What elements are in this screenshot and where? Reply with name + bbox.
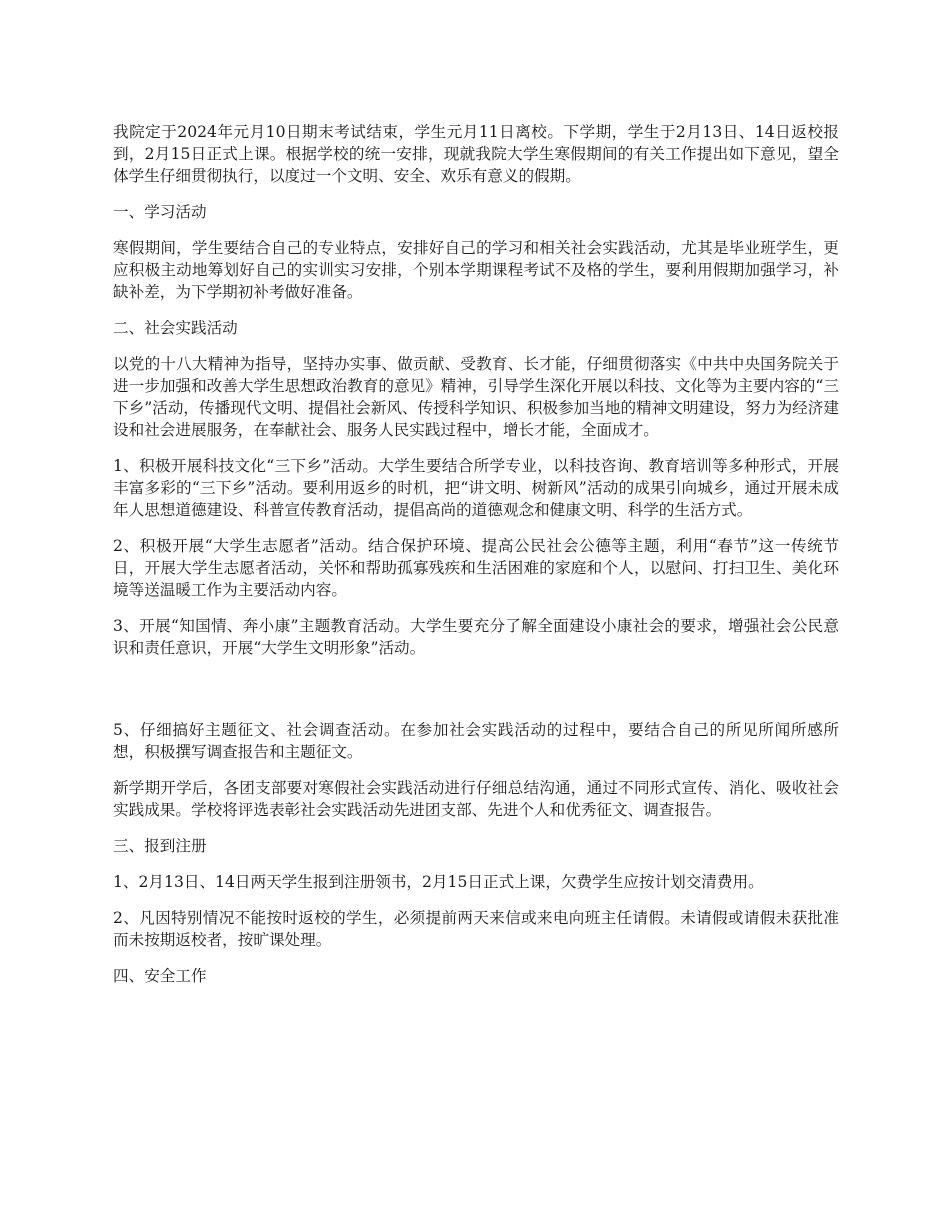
intro-paragraph: 我院定于2024年元月10日期末考试结束，学生元月11日离校。下学期，学生于2月13日、14日返校报到，2月15日正式上课。根据学校的统一安排，现就我院大学生寒假期间的有关工作提出如下意见，望全体学生仔细贯彻执行，以度过一个文明、安全、欢乐有意义的假期。 [113, 123, 839, 185]
practice-item-2: 2、积极开展“大学生志愿者”活动。结合保护环境、提高公民社会公德等主题，利用“春节”这一传统节日，开展大学生志愿者活动，关怀和帮助孤寡残疾和生活困难的家庭和个人，以慰问、打扫卫生、美化环境等送温暖工作为主要活动内容。 [113, 537, 839, 599]
section-heading-registration: 三、报到注册 [113, 837, 207, 855]
practice-paragraph: 以党的十八大精神为指导，坚持办实事、做贡献、受教育、长才能，仔细贯彻落实《中共中央国务院关于进一步加强和改善大学生思想政治教育的意见》精神，引导学生深化开展以科技、文化等为主要内容的“三下乡”活动，传播现代文明、提倡社会新风、传授科学知识、积极参加当地的精神文明建设，努力为经济建设和社会进展服务，在奉献社会、服务人民实践过程中，增长才能，全面成才。 [113, 355, 839, 439]
practice-item-5: 5、仔细搞好主题征文、社会调查活动。在参加社会实践活动的过程中，要结合自己的所见所闻所感所想，积极撰写调查报告和主题征文。 [113, 721, 839, 761]
section-heading-practice: 二、社会实践活动 [113, 319, 238, 337]
practice-closing-paragraph: 新学期开学后，各团支部要对寒假社会实践活动进行仔细总结沟通，通过不同形式宣传、消化、吸收社会实践成果。学校将评选表彰社会实践活动先进团支部、先进个人和优秀征文、调查报告。 [113, 779, 839, 819]
blank-gap [113, 673, 839, 719]
practice-item-1: 1、积极开展科技文化“三下乡”活动。大学生要结合所学专业，以科技咨询、教育培训等多种形式，开展丰富多彩的“三下乡”活动。要利用返乡的时机，把“讲文明、树新风”活动的成果引向城乡，通过开展未成年人思想道德建设、科普宣传教育活动，提倡高尚的道德观念和健康文明、科学的生活方式。 [113, 457, 839, 519]
section-heading-study: 一、学习活动 [113, 203, 207, 221]
registration-item-2: 2、凡因特别情况不能按时返校的学生，必须提前两天来信或来电向班主任请假。未请假或请假未获批准而未按期返校者，按旷课处理。 [113, 909, 839, 949]
study-paragraph: 寒假期间，学生要结合自己的专业特点，安排好自己的学习和相关社会实践活动，尤其是毕业班学生，更应积极主动地筹划好自己的实训实习安排，个别本学期课程考试不及格的学生，要利用假期加强学习，补缺补差，为下学期初补考做好准备。 [113, 239, 839, 301]
registration-item-1: 1、2月13日、14日两天学生报到注册领书，2月15日正式上课，欠费学生应按计划交清费用。 [113, 873, 764, 891]
document-page [113, 121, 839, 1001]
practice-item-3: 3、开展“知国情、奔小康”主题教育活动。大学生要充分了解全面建设小康社会的要求，增强社会公民意识和责任意识，开展“大学生文明形象”活动。 [113, 617, 839, 657]
section-heading-safety: 四、安全工作 [113, 967, 207, 985]
